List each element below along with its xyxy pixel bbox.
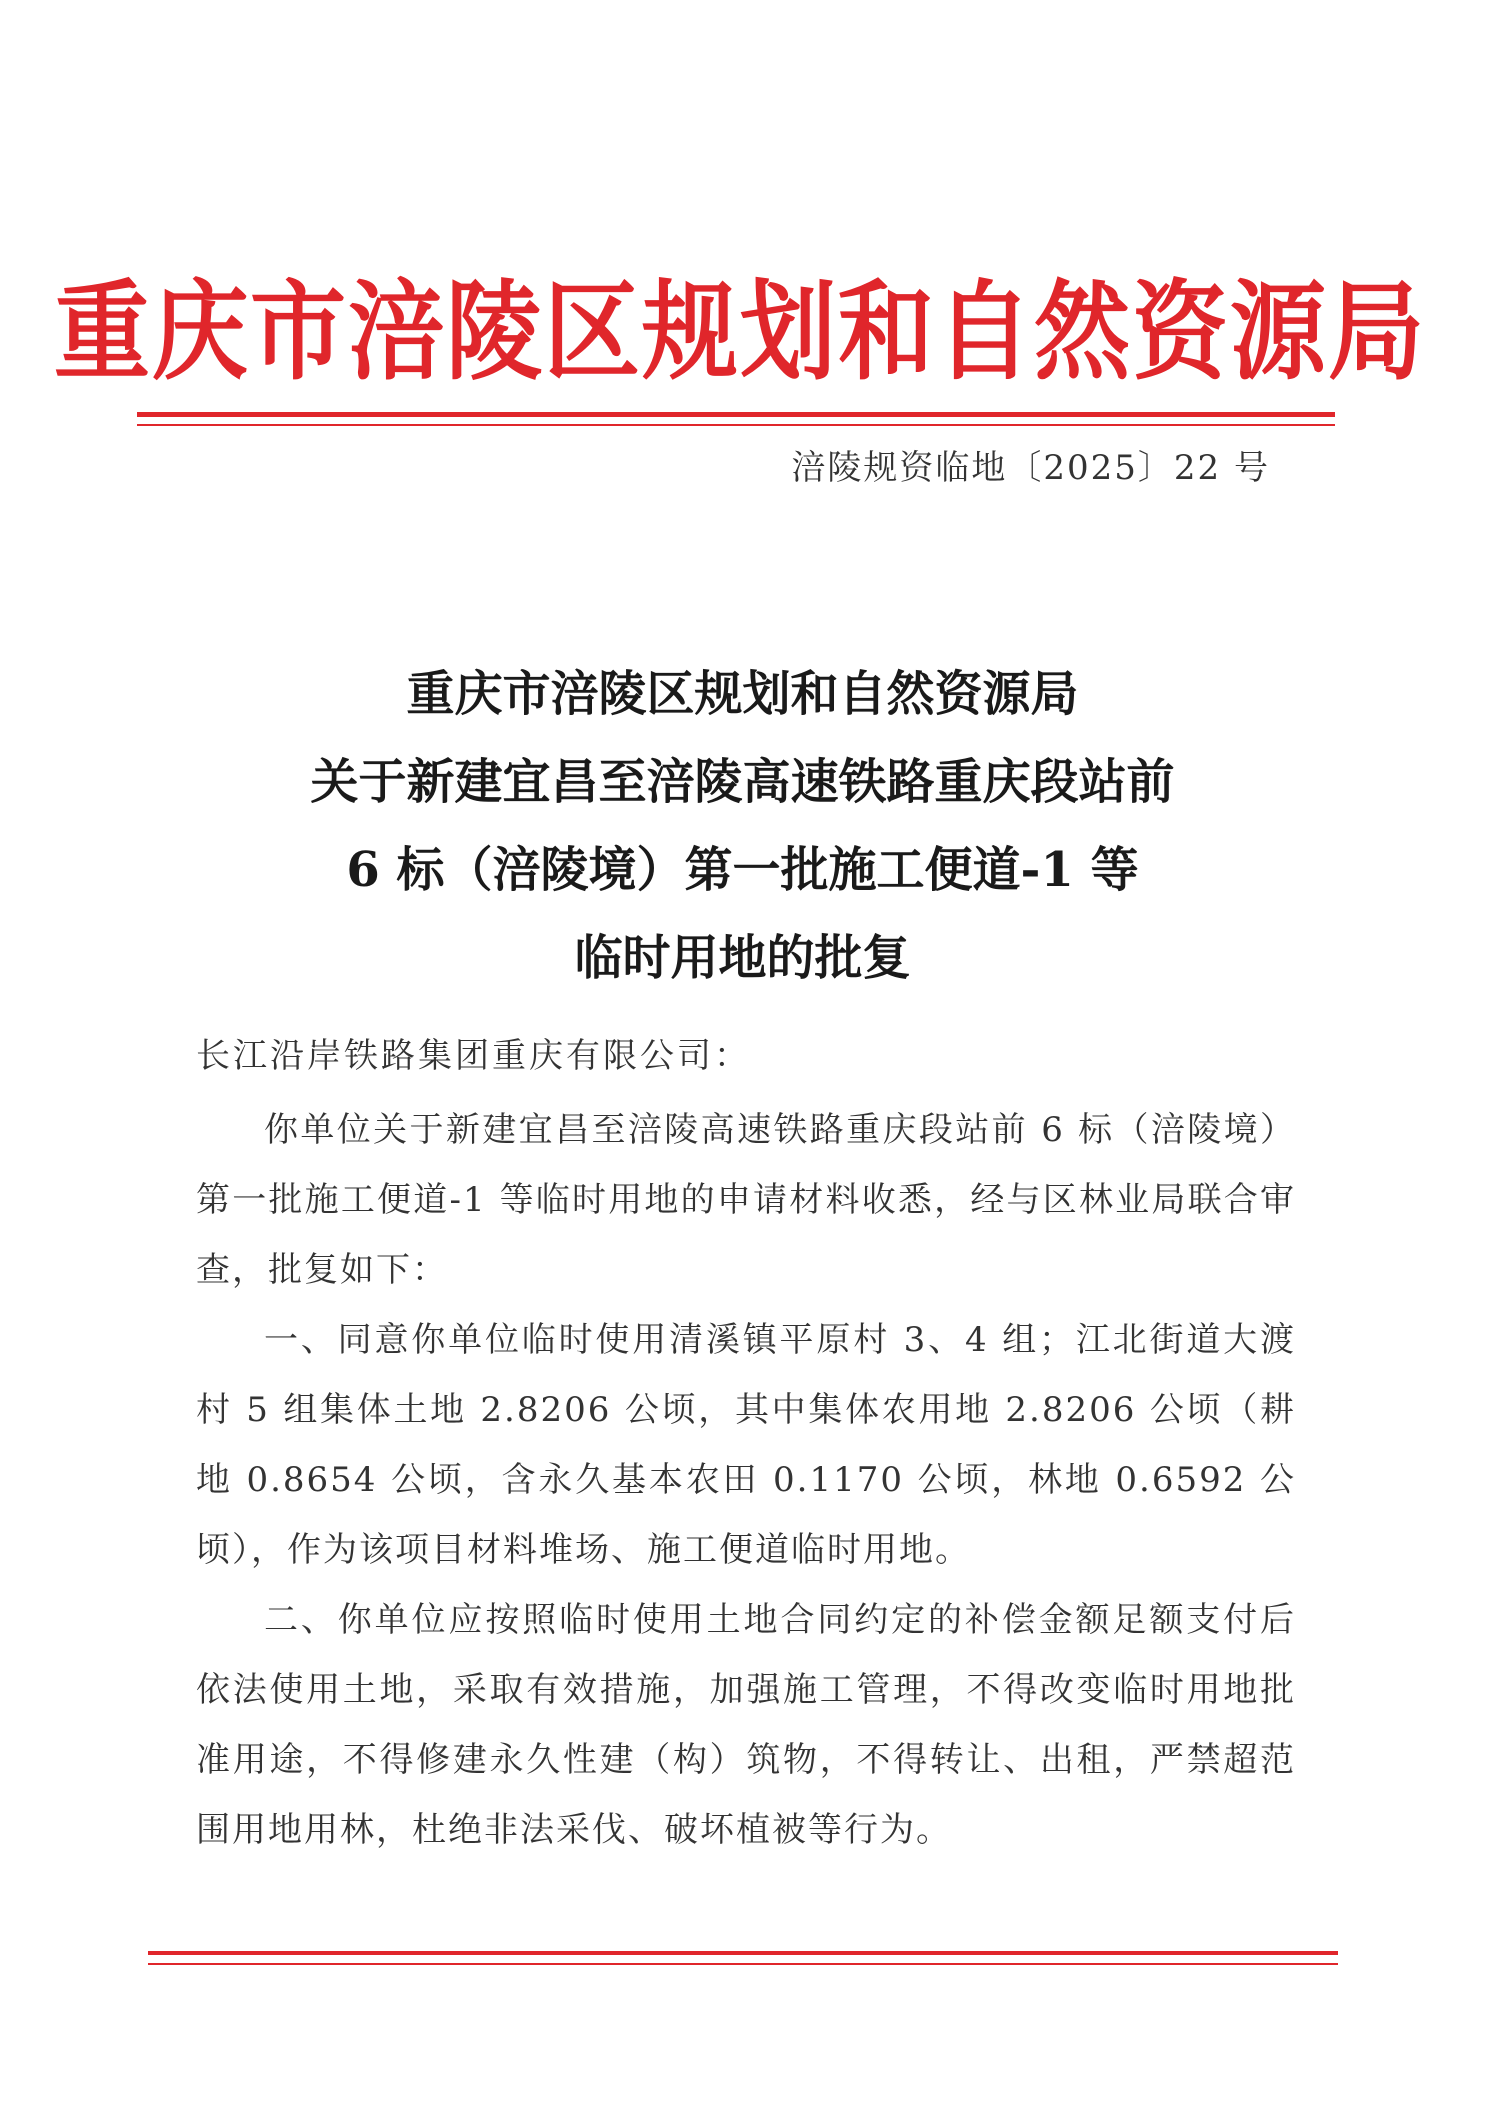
footer-red-rule-thin <box>148 1963 1338 1965</box>
document-title <box>140 650 1345 1002</box>
masthead-org-name: 重庆市涪陵区规划和自然资源局 <box>54 269 1426 395</box>
document-number: 涪陵规资临地〔2025〕22 号 <box>791 448 1270 488</box>
title-line: 重庆市涪陵区规划和自然资源局 <box>406 666 1079 722</box>
footer-red-rule <box>148 1951 1338 1955</box>
title-line: 关于新建宜昌至涪陵高速铁路重庆段站前 <box>310 754 1175 810</box>
title-line: 临时用地的批复 <box>574 930 911 986</box>
masthead-red-rule <box>137 412 1335 417</box>
title-line: 6 标（涪陵境）第一批施工便道-1 等 <box>346 842 1139 898</box>
masthead-red-rule-thin <box>137 424 1335 426</box>
document-body <box>196 1095 1296 1865</box>
recipient-salutation: 长江沿岸铁路集团重庆有限公司： <box>196 1036 751 1076</box>
body-paragraph: 一、同意你单位临时使用清溪镇平原村 3、4 组；江北街道大渡村 5 组集体土地 2.8206 公顷，其中集体农用地 2.8206 公顷（耕地 0.8654 公顷，含永久基本农田 0.1170 公顷，林地 0.6592 公顷），作为该项目材料堆场、施工便道临时用地。 <box>196 1320 1296 1570</box>
body-paragraph: 你单位关于新建宜昌至涪陵高速铁路重庆段站前 6 标（涪陵境）第一批施工便道-1 等临时用地的申请材料收悉，经与区林业局联合审查，批复如下： <box>196 1110 1296 1290</box>
body-paragraph: 二、你单位应按照临时使用土地合同约定的补偿金额足额支付后依法使用土地，采取有效措施，加强施工管理，不得改变临时用地批准用途，不得修建永久性建（构）筑物，不得转让、出租，严禁超范围用地用林，杜绝非法采伐、破坏植被等行为。 <box>196 1600 1296 1850</box>
